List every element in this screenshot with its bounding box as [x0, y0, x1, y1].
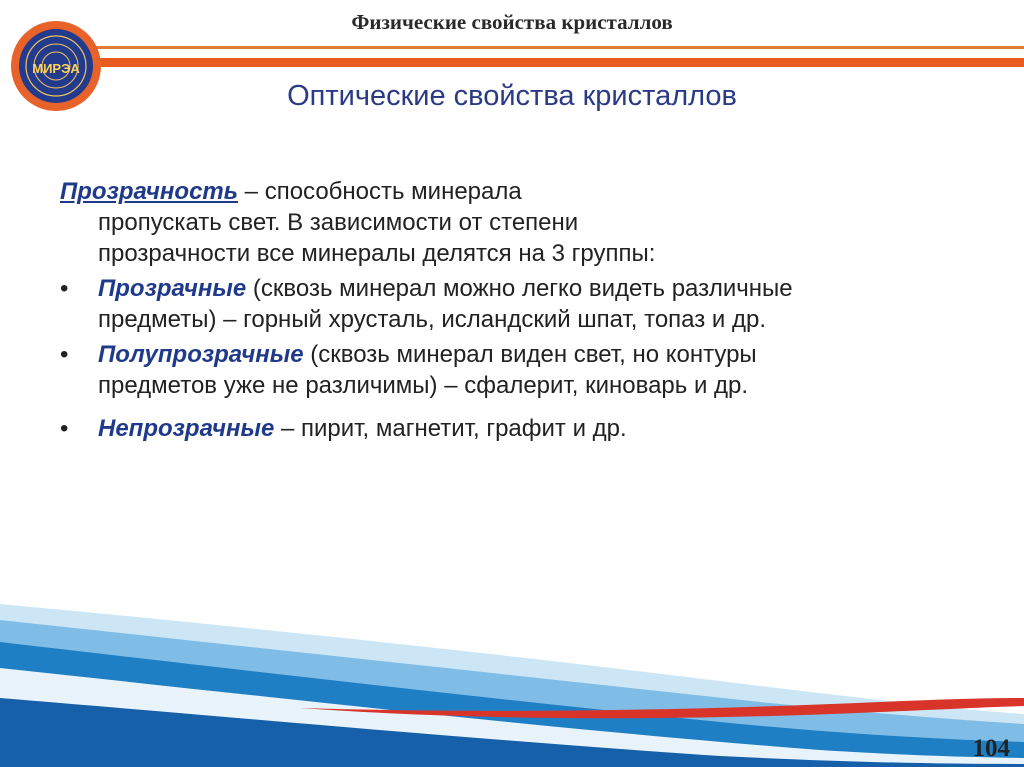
bullet-term: Полупрозрачные [98, 341, 304, 368]
bullet-text-line-1: (сквозь минерал виден свет, но контуры [303, 341, 757, 368]
footer-wave-decoration [0, 590, 1024, 767]
bullet-text-line-1: (сквозь минерал можно легко видеть различные [246, 275, 793, 302]
bullet-icon: • [60, 415, 69, 442]
header-rule-thin [60, 46, 1024, 49]
intro-line-1: – способность минерала [238, 178, 522, 205]
bullet-term: Непрозрачные [98, 415, 275, 442]
intro-term: Прозрачность [60, 178, 239, 205]
content-body [60, 176, 960, 444]
list-item [60, 413, 960, 444]
slide-title: Оптические свойства кристаллов [287, 80, 737, 112]
bullet-icon: • [60, 275, 69, 302]
bullet-term: Прозрачные [98, 275, 247, 302]
page-number: 104 [972, 735, 1010, 762]
intro-paragraph [60, 176, 960, 269]
header-rule-thick [60, 58, 1024, 67]
list-item [60, 339, 960, 401]
bullet-icon: • [60, 341, 69, 368]
bullet-text-line-2: предметов уже не различимы) – сфалерит, киноварь и др. [98, 372, 749, 399]
logo-text: МИРЭА [32, 61, 80, 76]
list-item [60, 273, 960, 335]
intro-line-3: прозрачности все минералы делятся на 3 группы: [98, 240, 656, 267]
intro-line-2: пропускать свет. В зависимости от степени [98, 209, 579, 236]
bullet-text-line-2: предметы) – горный хрусталь, исландский шпат, топаз и др. [98, 306, 767, 333]
header-title: Физические свойства кристаллов [351, 10, 673, 34]
bullet-text-line-1: – пирит, магнетит, графит и др. [274, 415, 627, 442]
